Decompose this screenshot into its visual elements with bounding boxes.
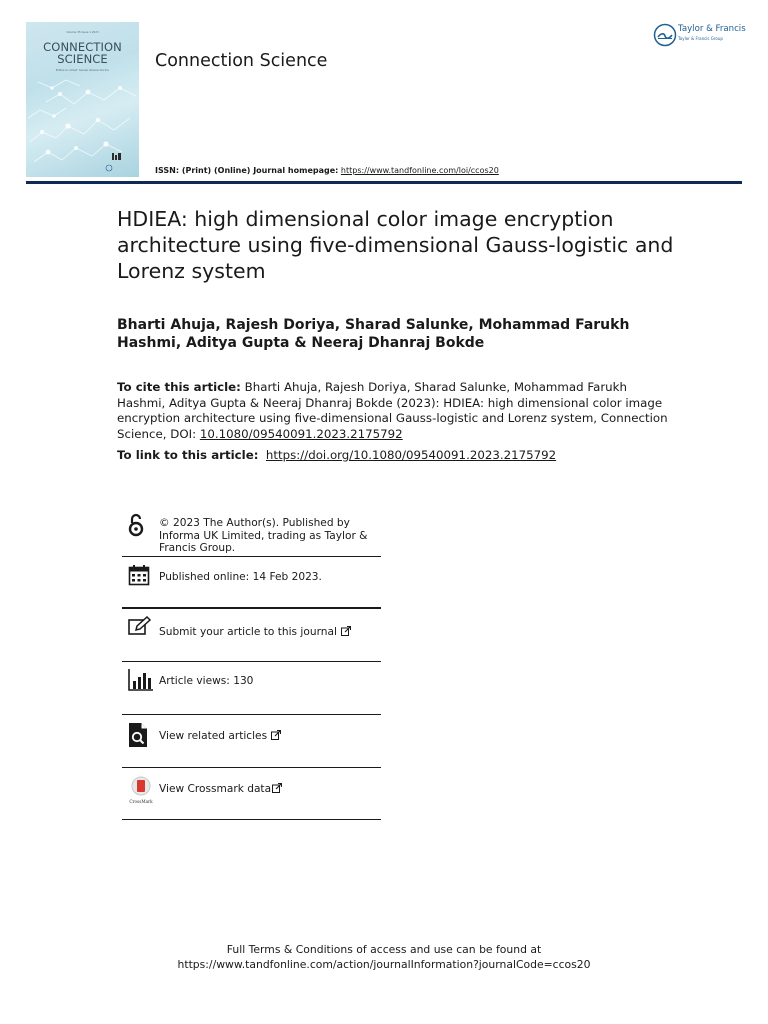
article-title: HDIEA: high dimensional color image encryption architecture using five-dimensional Gauss-logistic and Lorenz system <box>117 207 674 283</box>
submit-article-link[interactable]: Submit your article to this journal <box>159 626 351 639</box>
info-divider <box>122 661 381 662</box>
calendar-icon <box>128 564 150 586</box>
info-divider <box>122 714 381 715</box>
bar-chart-icon <box>128 669 154 691</box>
article-doi-link[interactable]: https://doi.org/10.1080/09540091.2023.2175792 <box>265 448 557 462</box>
terms-line: Full Terms & Conditions of access and use can be found at <box>226 943 542 956</box>
journal-title: Connection Science <box>155 51 328 71</box>
document-search-icon <box>128 722 148 748</box>
info-divider <box>122 607 381 609</box>
edit-icon <box>128 616 152 638</box>
published-row <box>122 560 381 606</box>
info-divider <box>122 556 381 557</box>
publisher-group: Taylor & Francis Group <box>678 36 723 41</box>
journal-cover-image <box>26 22 139 177</box>
issn-label: ISSN: (Print) (Online) Journal homepage: <box>155 166 339 175</box>
publisher-logo[interactable] <box>652 21 747 49</box>
related-articles-row[interactable] <box>122 718 381 766</box>
related-articles-link[interactable]: View related articles <box>159 730 281 743</box>
crossmark-icon-label: CrossMark <box>129 799 153 804</box>
external-link-icon <box>271 730 281 740</box>
crossmark-link[interactable]: View Crossmark data <box>159 783 282 796</box>
info-divider <box>122 767 381 768</box>
cite-label: To cite this article: <box>117 380 241 394</box>
open-access-row <box>122 510 381 556</box>
article-views-text: Article views: 130 <box>159 675 254 687</box>
submit-article-row[interactable] <box>122 612 381 660</box>
external-link-icon <box>272 783 282 793</box>
cover-issue-text: Volume 35 Issue 1 2023 <box>66 30 99 34</box>
journal-homepage-link[interactable]: https://www.tandfonline.com/loi/ccos20 <box>340 166 499 175</box>
info-divider <box>122 819 381 820</box>
cover-editor-text: Editor-in-Chief: Sanaz Gharachorloo <box>55 68 110 72</box>
link-label: To link to this article: <box>117 448 259 462</box>
crossmark-row[interactable] <box>122 771 381 819</box>
article-views-row <box>122 664 381 712</box>
external-link-icon <box>341 626 351 636</box>
taylor-francis-icon <box>653 23 677 47</box>
cover-title: CONNECTION SCIENCE <box>43 40 122 66</box>
cite-doi-link[interactable]: 10.1080/09540091.2023.2175792 <box>199 426 403 441</box>
publisher-name: Taylor & Francis <box>678 24 746 34</box>
open-access-text: © 2023 The Author(s). Published by Informa UK Limited, trading as Taylor & Francis Group. <box>159 517 368 554</box>
article-authors: Bharti Ahuja, Rajesh Doriya, Sharad Salunke, Mohammad Farukh Hashmi, Aditya Gupta & Neeraj Dhanraj Bokde <box>117 317 630 351</box>
citation-block <box>117 380 677 442</box>
article-link-line <box>117 448 677 462</box>
open-access-icon <box>128 512 144 538</box>
issn-homepage-line <box>155 166 499 175</box>
terms-footer <box>0 942 768 972</box>
crossmark-icon <box>128 776 154 804</box>
published-date-text: Published online: 14 Feb 2023. <box>159 571 322 583</box>
terms-url[interactable]: https://www.tandfonline.com/action/journalInformation?journalCode=ccos20 <box>177 958 591 971</box>
header-divider <box>26 181 742 184</box>
cite-text: Bharti Ahuja, Rajesh Doriya, Sharad Salunke, Mohammad Farukh Hashmi, Aditya Gupta & Neeraj Dhanraj Bokde (2023): HDIEA: high dimensional color image encryption architecture using five-dimensional Gauss-logistic and Lorenz system, Connection Science, DOI: <box>117 380 668 441</box>
